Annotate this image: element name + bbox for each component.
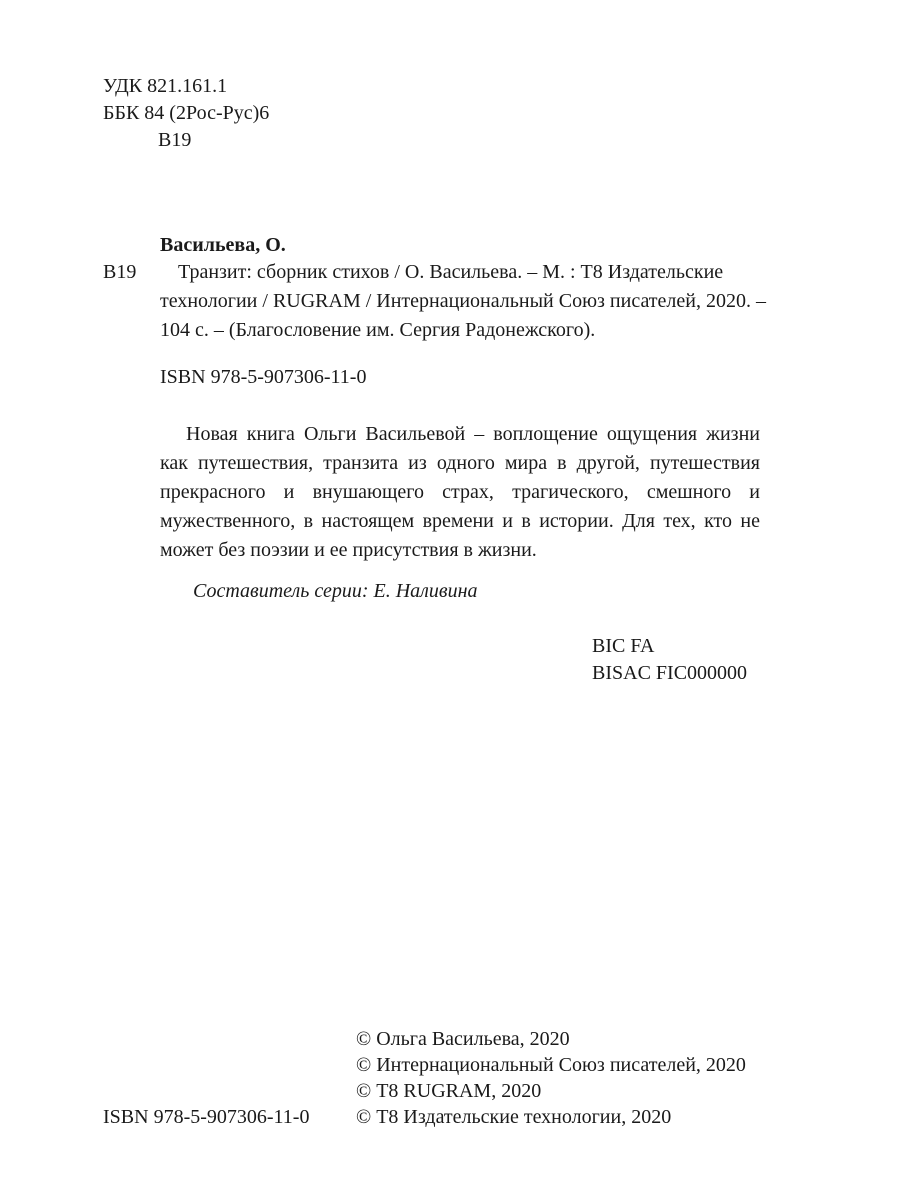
bibliographic-text: Транзит: сборник стихов / О. Васильева. – М. : Т8 Издательские технологии / RUGRAM / Интернациональный Союз писателей, 2020. – 104 с. – (Благословение им. Сергия Радонежского). (160, 261, 766, 341)
bisac-code: BISAC FIC000000 (592, 662, 748, 684)
copyright-line: © Т8 Издательские технологии, 2020 (356, 1106, 672, 1128)
udk-code: УДК 821.161.1 (103, 75, 228, 97)
author-mark: В19 (103, 261, 137, 283)
isbn: ISBN 978-5-907306-11-0 (160, 366, 367, 388)
author-mark-top: В19 (158, 129, 192, 151)
copyright-line: © Т8 RUGRAM, 2020 (356, 1080, 542, 1102)
copyright-line: © Интернациональный Союз писателей, 2020 (356, 1054, 746, 1076)
author-heading: Васильева, О. (160, 234, 286, 256)
bbk-code: ББК 84 (2Рос-Рус)6 (103, 102, 270, 124)
bic-code: BIC FA (592, 635, 655, 657)
series-compiler: Составитель серии: Е. Наливина (193, 580, 478, 602)
copyright-block (356, 1026, 746, 1130)
annotation: Новая книга Ольги Васильевой – воплощение ощущения жизни как путешествия, транзита из одного мира в другой, путешествия прекрасного и внушающего страх, трагического, смешного и мужественного, в настоящем времени и в истории. Для тех, кто не может без поэзии и ее присутствия в жизни. (160, 423, 760, 561)
copyright-line: © Ольга Васильева, 2020 (356, 1028, 570, 1050)
bibliographic-description (160, 258, 770, 345)
isbn-bottom: ISBN 978-5-907306-11-0 (103, 1106, 310, 1128)
